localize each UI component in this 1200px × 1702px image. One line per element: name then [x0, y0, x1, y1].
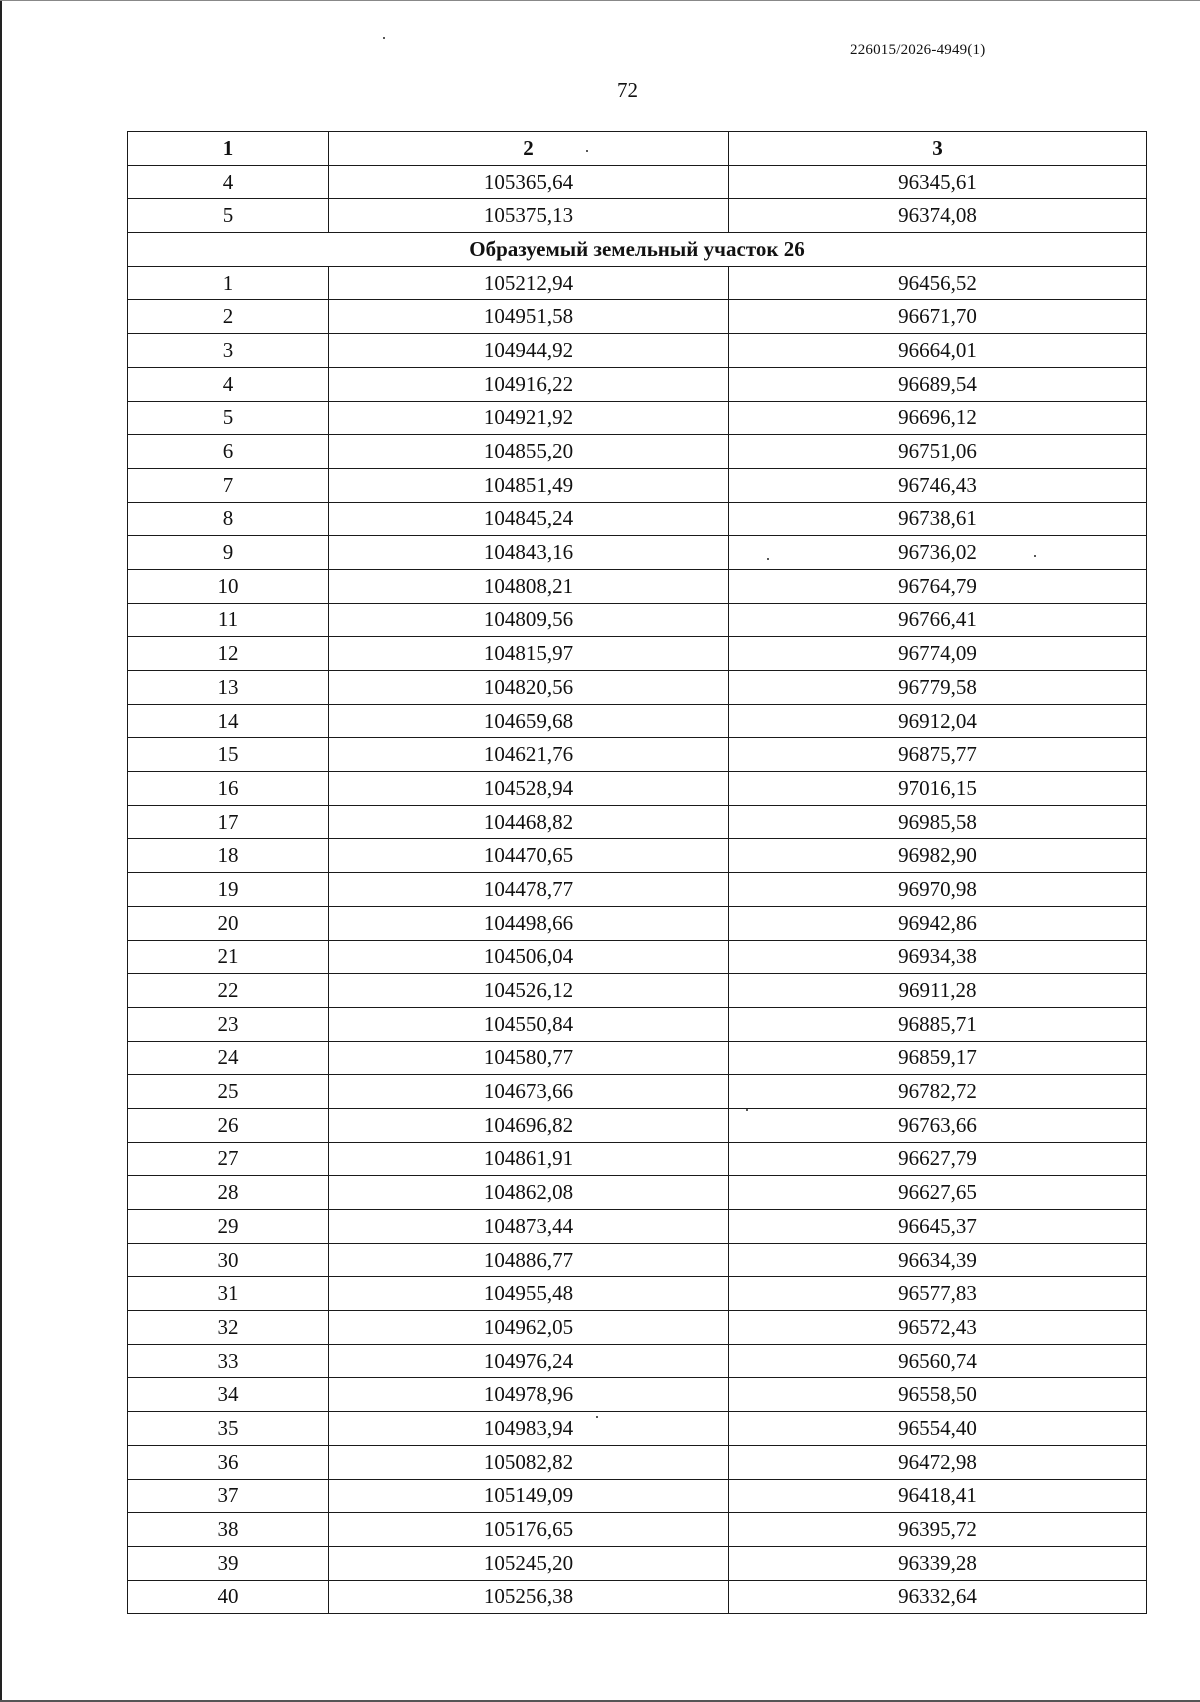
- x-coordinate-cell: 104621,76: [329, 738, 729, 772]
- table-row: [128, 435, 1147, 469]
- y-coordinate-cell: 96332,64: [729, 1580, 1147, 1614]
- x-coordinate-cell: 105375,13: [329, 199, 729, 233]
- y-coordinate-cell: 96339,28: [729, 1546, 1147, 1580]
- column-header-3: 3: [729, 132, 1147, 166]
- x-coordinate-cell: 105176,65: [329, 1513, 729, 1547]
- y-coordinate-cell: 96982,90: [729, 839, 1147, 873]
- y-coordinate-cell: 96934,38: [729, 940, 1147, 974]
- y-coordinate-cell: 96558,50: [729, 1378, 1147, 1412]
- point-number-cell: 31: [128, 1277, 329, 1311]
- y-coordinate-cell: 96774,09: [729, 637, 1147, 671]
- point-number-cell: 19: [128, 873, 329, 907]
- y-coordinate-cell: 96572,43: [729, 1311, 1147, 1345]
- point-number-cell: 14: [128, 704, 329, 738]
- x-coordinate-cell: 105365,64: [329, 165, 729, 199]
- y-coordinate-cell: 96764,79: [729, 569, 1147, 603]
- y-coordinate-cell: 96779,58: [729, 671, 1147, 705]
- y-coordinate-cell: 96554,40: [729, 1412, 1147, 1446]
- section-header-row: [128, 233, 1147, 267]
- y-coordinate-cell: 96627,65: [729, 1176, 1147, 1210]
- point-number-cell: 10: [128, 569, 329, 603]
- x-coordinate-cell: 104673,66: [329, 1075, 729, 1109]
- y-coordinate-cell: 96985,58: [729, 805, 1147, 839]
- point-number-cell: 37: [128, 1479, 329, 1513]
- table-row: [128, 1445, 1147, 1479]
- x-coordinate-cell: 104498,66: [329, 906, 729, 940]
- y-coordinate-cell: 96751,06: [729, 435, 1147, 469]
- table-row: [128, 772, 1147, 806]
- y-coordinate-cell: 96885,71: [729, 1007, 1147, 1041]
- table-row: [128, 1243, 1147, 1277]
- point-number-cell: 29: [128, 1210, 329, 1244]
- x-coordinate-cell: 104526,12: [329, 974, 729, 1008]
- table-row: [128, 1580, 1147, 1614]
- table-row: [128, 873, 1147, 907]
- table-row: [128, 1344, 1147, 1378]
- x-coordinate-cell: 104962,05: [329, 1311, 729, 1345]
- x-coordinate-cell: 105082,82: [329, 1445, 729, 1479]
- x-coordinate-cell: 104506,04: [329, 940, 729, 974]
- table-row: [128, 839, 1147, 873]
- y-coordinate-cell: 96782,72: [729, 1075, 1147, 1109]
- x-coordinate-cell: 105212,94: [329, 266, 729, 300]
- point-number-cell: 20: [128, 906, 329, 940]
- x-coordinate-cell: 104470,65: [329, 839, 729, 873]
- table-row: [128, 536, 1147, 570]
- x-coordinate-cell: 104861,91: [329, 1142, 729, 1176]
- x-coordinate-cell: 105256,38: [329, 1580, 729, 1614]
- table-row: [128, 1412, 1147, 1446]
- table-row: [128, 1378, 1147, 1412]
- x-coordinate-cell: 104696,82: [329, 1108, 729, 1142]
- table-row: [128, 1007, 1147, 1041]
- y-coordinate-cell: 96456,52: [729, 266, 1147, 300]
- point-number-cell: 5: [128, 401, 329, 435]
- x-coordinate-cell: 104845,24: [329, 502, 729, 536]
- x-coordinate-cell: 104862,08: [329, 1176, 729, 1210]
- point-number-cell: 11: [128, 603, 329, 637]
- table-row: [128, 974, 1147, 1008]
- y-coordinate-cell: 96395,72: [729, 1513, 1147, 1547]
- y-coordinate-cell: 96746,43: [729, 468, 1147, 502]
- point-number-cell: 23: [128, 1007, 329, 1041]
- x-coordinate-cell: 104809,56: [329, 603, 729, 637]
- x-coordinate-cell: 104815,97: [329, 637, 729, 671]
- x-coordinate-cell: 104843,16: [329, 536, 729, 570]
- x-coordinate-cell: 105245,20: [329, 1546, 729, 1580]
- table-row: [128, 805, 1147, 839]
- point-number-cell: 16: [128, 772, 329, 806]
- point-number-cell: 36: [128, 1445, 329, 1479]
- point-number-cell: 24: [128, 1041, 329, 1075]
- table-row: [128, 266, 1147, 300]
- y-coordinate-cell: 96671,70: [729, 300, 1147, 334]
- y-coordinate-cell: 96374,08: [729, 199, 1147, 233]
- y-coordinate-cell: 96875,77: [729, 738, 1147, 772]
- point-number-cell: 1: [128, 266, 329, 300]
- table-row: [128, 940, 1147, 974]
- table-row: [128, 671, 1147, 705]
- point-number-cell: 4: [128, 367, 329, 401]
- table-row: [128, 1041, 1147, 1075]
- document-id: 226015/2026-4949(1): [850, 42, 986, 58]
- column-header-1: 1: [128, 132, 329, 166]
- x-coordinate-cell: 104944,92: [329, 334, 729, 368]
- point-number-cell: 17: [128, 805, 329, 839]
- y-coordinate-cell: 96696,12: [729, 401, 1147, 435]
- y-coordinate-cell: 96345,61: [729, 165, 1147, 199]
- table-row: [128, 468, 1147, 502]
- x-coordinate-cell: 104659,68: [329, 704, 729, 738]
- table-row: [128, 1142, 1147, 1176]
- y-coordinate-cell: 96472,98: [729, 1445, 1147, 1479]
- table-row: [128, 1108, 1147, 1142]
- y-coordinate-cell: 96689,54: [729, 367, 1147, 401]
- column-header-2: 2: [329, 132, 729, 166]
- scan-speck: [383, 37, 385, 39]
- x-coordinate-cell: 104580,77: [329, 1041, 729, 1075]
- table-row: [128, 738, 1147, 772]
- table-row: [128, 300, 1147, 334]
- y-coordinate-cell: 96859,17: [729, 1041, 1147, 1075]
- table-header-row: [128, 132, 1147, 166]
- table-row: [128, 1513, 1147, 1547]
- table-row: [128, 1479, 1147, 1513]
- y-coordinate-cell: 97016,15: [729, 772, 1147, 806]
- point-number-cell: 35: [128, 1412, 329, 1446]
- y-coordinate-cell: 96736,02: [729, 536, 1147, 570]
- y-coordinate-cell: 96560,74: [729, 1344, 1147, 1378]
- point-number-cell: 8: [128, 502, 329, 536]
- x-coordinate-cell: 104468,82: [329, 805, 729, 839]
- x-coordinate-cell: 104478,77: [329, 873, 729, 907]
- point-number-cell: 3: [128, 334, 329, 368]
- point-number-cell: 26: [128, 1108, 329, 1142]
- x-coordinate-cell: 104978,96: [329, 1378, 729, 1412]
- point-number-cell: 33: [128, 1344, 329, 1378]
- point-number-cell: 2: [128, 300, 329, 334]
- table-row: [128, 637, 1147, 671]
- point-number-cell: 39: [128, 1546, 329, 1580]
- point-number-cell: 28: [128, 1176, 329, 1210]
- point-number-cell: 25: [128, 1075, 329, 1109]
- x-coordinate-cell: 104528,94: [329, 772, 729, 806]
- page-number: 72: [617, 78, 638, 102]
- x-coordinate-cell: 104820,56: [329, 671, 729, 705]
- table-row: [128, 367, 1147, 401]
- point-number-cell: 12: [128, 637, 329, 671]
- scan-edge-left: [0, 0, 2, 1702]
- table-row: [128, 401, 1147, 435]
- y-coordinate-cell: 96912,04: [729, 704, 1147, 738]
- table-row: [128, 334, 1147, 368]
- x-coordinate-cell: 104916,22: [329, 367, 729, 401]
- table-row: [128, 1311, 1147, 1345]
- y-coordinate-cell: 96942,86: [729, 906, 1147, 940]
- x-coordinate-cell: 104921,92: [329, 401, 729, 435]
- point-number-cell: 13: [128, 671, 329, 705]
- table-row: [128, 199, 1147, 233]
- y-coordinate-cell: 96766,41: [729, 603, 1147, 637]
- point-number-cell: 15: [128, 738, 329, 772]
- point-number-cell: 34: [128, 1378, 329, 1412]
- y-coordinate-cell: 96763,66: [729, 1108, 1147, 1142]
- coordinates-table: [127, 131, 1147, 1614]
- x-coordinate-cell: 104808,21: [329, 569, 729, 603]
- x-coordinate-cell: 104550,84: [329, 1007, 729, 1041]
- table-row: [128, 569, 1147, 603]
- point-number-cell: 27: [128, 1142, 329, 1176]
- scan-edge-top: [0, 0, 1200, 1]
- y-coordinate-cell: 96911,28: [729, 974, 1147, 1008]
- point-number-cell: 32: [128, 1311, 329, 1345]
- x-coordinate-cell: 104976,24: [329, 1344, 729, 1378]
- y-coordinate-cell: 96634,39: [729, 1243, 1147, 1277]
- point-number-cell: 38: [128, 1513, 329, 1547]
- point-number-cell: 30: [128, 1243, 329, 1277]
- point-number-cell: 5: [128, 199, 329, 233]
- x-coordinate-cell: 104851,49: [329, 468, 729, 502]
- point-number-cell: 22: [128, 974, 329, 1008]
- x-coordinate-cell: 104983,94: [329, 1412, 729, 1446]
- y-coordinate-cell: 96664,01: [729, 334, 1147, 368]
- point-number-cell: 9: [128, 536, 329, 570]
- table-row: [128, 1176, 1147, 1210]
- x-coordinate-cell: 105149,09: [329, 1479, 729, 1513]
- table-row: [128, 502, 1147, 536]
- x-coordinate-cell: 104951,58: [329, 300, 729, 334]
- table-row: [128, 1210, 1147, 1244]
- y-coordinate-cell: 96418,41: [729, 1479, 1147, 1513]
- x-coordinate-cell: 104873,44: [329, 1210, 729, 1244]
- y-coordinate-cell: 96577,83: [729, 1277, 1147, 1311]
- point-number-cell: 21: [128, 940, 329, 974]
- table-row: [128, 165, 1147, 199]
- y-coordinate-cell: 96970,98: [729, 873, 1147, 907]
- table-row: [128, 603, 1147, 637]
- table-row: [128, 906, 1147, 940]
- x-coordinate-cell: 104886,77: [329, 1243, 729, 1277]
- point-number-cell: 6: [128, 435, 329, 469]
- x-coordinate-cell: 104855,20: [329, 435, 729, 469]
- point-number-cell: 4: [128, 165, 329, 199]
- table-row: [128, 1277, 1147, 1311]
- point-number-cell: 18: [128, 839, 329, 873]
- x-coordinate-cell: 104955,48: [329, 1277, 729, 1311]
- point-number-cell: 7: [128, 468, 329, 502]
- table-body: [128, 165, 1147, 1614]
- section-title: Образуемый земельный участок 26: [128, 233, 1147, 267]
- table-row: [128, 1075, 1147, 1109]
- y-coordinate-cell: 96627,79: [729, 1142, 1147, 1176]
- table-row: [128, 704, 1147, 738]
- table-row: [128, 1546, 1147, 1580]
- point-number-cell: 40: [128, 1580, 329, 1614]
- y-coordinate-cell: 96738,61: [729, 502, 1147, 536]
- y-coordinate-cell: 96645,37: [729, 1210, 1147, 1244]
